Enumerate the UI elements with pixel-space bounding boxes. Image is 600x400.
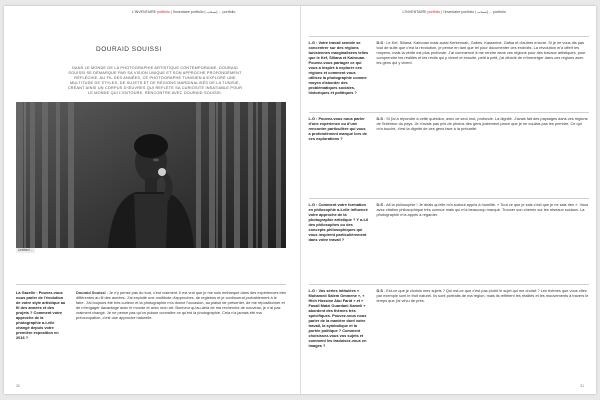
interview-question: La Gazelle : Pouvez-vous nous parler de l'évolution de votre style artistique au fil des années et des projets ? Comment votre approche de la photographie a-t-elle changé depuis votre première exposition en 2016 ? xyxy=(16,290,66,340)
section-divider xyxy=(16,284,286,285)
running-head-rest: | l'inventaire portfolio | إنسحب ... portfolio xyxy=(170,10,236,14)
portrait-photo xyxy=(16,102,286,248)
running-head xyxy=(403,10,506,14)
interview-question: L.G : Comment votre formation en philosophie a-t-elle influencé votre approche de la photographie artistique ? Y a-t-il des philosophes ou des concepts philosophiques qui vous inspirent particulièrement dans votre travail ? xyxy=(308,202,369,242)
right-page xyxy=(301,6,597,394)
page-number: 30 xyxy=(16,384,20,388)
interview-answer xyxy=(377,288,589,303)
interview-answer xyxy=(377,116,589,131)
answer-speaker: D.S xyxy=(376,40,383,45)
running-head-label: L'INVENTAIRE xyxy=(132,10,156,14)
running-head-accent: portfolio xyxy=(156,10,170,14)
section-divider xyxy=(309,284,589,285)
interview-question: L.G : Votre travail semble se concentrer sur des régions tunisiennes marginalisées telles que le Kef, Siliana et Kairouan. Pouvez-vous partager ce qui vous a inspiré à explorer ces régions et comment vous utilisez la photographie comme moyen d'aborder des problématiques sociales, historiques et politiques ? xyxy=(308,40,369,95)
interview-answer xyxy=(377,40,589,65)
left-page xyxy=(4,6,301,394)
answer-speaker: D.S xyxy=(376,202,383,207)
interview-answer xyxy=(377,202,589,217)
article-title: DOURAID SOUISSI xyxy=(96,46,162,53)
section-divider xyxy=(309,36,589,37)
portrait-photo-image xyxy=(16,102,286,248)
interview-answer xyxy=(76,290,286,320)
answer-speaker: D.S xyxy=(376,116,383,121)
answer-text: : Je n'y pense pas du tout, c'est vraiment. Il est vrai que je me suis embarqué dans des expériences très différentes au fil des années. J'ai exploité une multitude d'approches, de registres et je continuerai probablement à le faire. J'ai toujours été très curieux et la photographie m'a donné l'occasion, au plaisir de présenter, de me repositionner et de m'engager davantage avec le monde et avec mon art. Bonheur qu'au-delà de ma recherche de nouveau, je n'ai pas vraiment changé. Je ne pense pas qu'on puisse connaître ce qu'est la photographie. Cela n'a jamais été ma préoccupation, c'est une approche naturelle. xyxy=(76,290,286,320)
answer-text: : Est-ce que je choisis mes sujets ? Qui est-ce que c'est pas plutôt le sujet qui me choisit ? Les thèmes que vous citez par exemple sont le fruit naturel. Ils sont portraits de ma région, mais ils reflètent les réalités et les mouvements à travers le temps que j'ai vécu de près. xyxy=(376,288,589,303)
section-divider xyxy=(309,112,589,113)
interview-question: L.G : Pouvez-vous nous parler d'une expérience ou d'une rencontre particulière qui vous a profondément marqué lors de ces explorations ? xyxy=(308,116,367,141)
section-divider xyxy=(309,198,589,199)
running-head-label: L'INVENTAIRE xyxy=(402,10,427,14)
answer-speaker: Douraid Souissi xyxy=(76,290,106,295)
running-head-rest: | l'inventaire portfolio | إنسحب ... portfolio xyxy=(441,10,506,14)
page-number: 31 xyxy=(580,384,584,388)
answer-text: : Si j'ai à répondre à cette question, avec ce seul mot, profonde. La dignité. J'avais fait des paysages dans ces régions de l'intérieur du pays. Je n'avais pas pris de photos des gens justement parce que je ne voulais pas les prendre. Ce qui m'a touché, c'est la dignité de ces gens face à la précarité. xyxy=(376,116,588,131)
answer-text: : Le Kef, Siliana, Kairouan mais aussi Kerkennah, Gabès, Kasserine, Gafsa et d'autres encore. Si je ne vous dis pas tout de suite que c'est la révolution, je pense en tant que tel pour documenter ces endroits. La révolution m'a offert les moyens, mais la vérité est plus profonde. J'ai commencé à me rendre dans ces régions pour des travaux artistiques, pour comprendre les réalités et les récits qui y vivent et ensuite, petit à petit, j'ai décidé de m'immerger dans ces régions avec les gens qui y vivent. xyxy=(376,40,586,65)
running-head xyxy=(132,10,235,14)
article-intro: DANS LE MONDE DE LA PHOTOGRAPHIE ARTISTIQUE CONTEMPORAINE, DOURAID SOUISSI SE DÉMARQUE PAR SA VISION UNIQUE ET SON APPROCHE PROFONDÉMENT RÉFLÉCHIE. AU FIL DES ANNÉES, CE PHOTOGRAPHE TUNISIEN A EXPLORÉ UNE MULTITUDE DE STYLES, DE SUJETS ET DE RÉGIONS MARGINALISÉS DE LA TUNISIE, CRÉANT AINSI UN CORPUS D'ŒUVRES QUI REFLÈTE SA CURIOSITÉ INSATIABLE POUR LE MONDE QUI L'ENTOURE. RENCONTRE AVEC DOURAID SOUISSI. xyxy=(67,66,243,95)
running-head-accent: portfolio xyxy=(427,10,441,14)
interview-question: L.G : Vos séries intitulées « Mohamed Salem Ommene », « Hich Hossine Abu Farid » et « Fasail Matzi Ouardani Kameli » abordent des thèmes très spécifiques. Pouvez-vous nous parler de la manière dont votre travail, la symbolique et la portée politique ? Comment choisissez-vous vos sujets et comment les traduisez-vous en images ? xyxy=(308,288,367,348)
photo-caption: Untitled ... xyxy=(18,248,34,252)
answer-text: : Alt la philosophie ! Je dirais qu'elle m'a surtout appris à humilité. « Tout ce que je sais c'est que je ne sais rien ». Vous avez citation philosophique très connue mais qui m'a beaucoup marqué. Trouver son chemin sur les réseaux sociaux. La photographie m'a appris à regarder. xyxy=(376,202,589,217)
magazine-spread xyxy=(4,6,596,394)
answer-speaker: D.S xyxy=(376,288,383,293)
